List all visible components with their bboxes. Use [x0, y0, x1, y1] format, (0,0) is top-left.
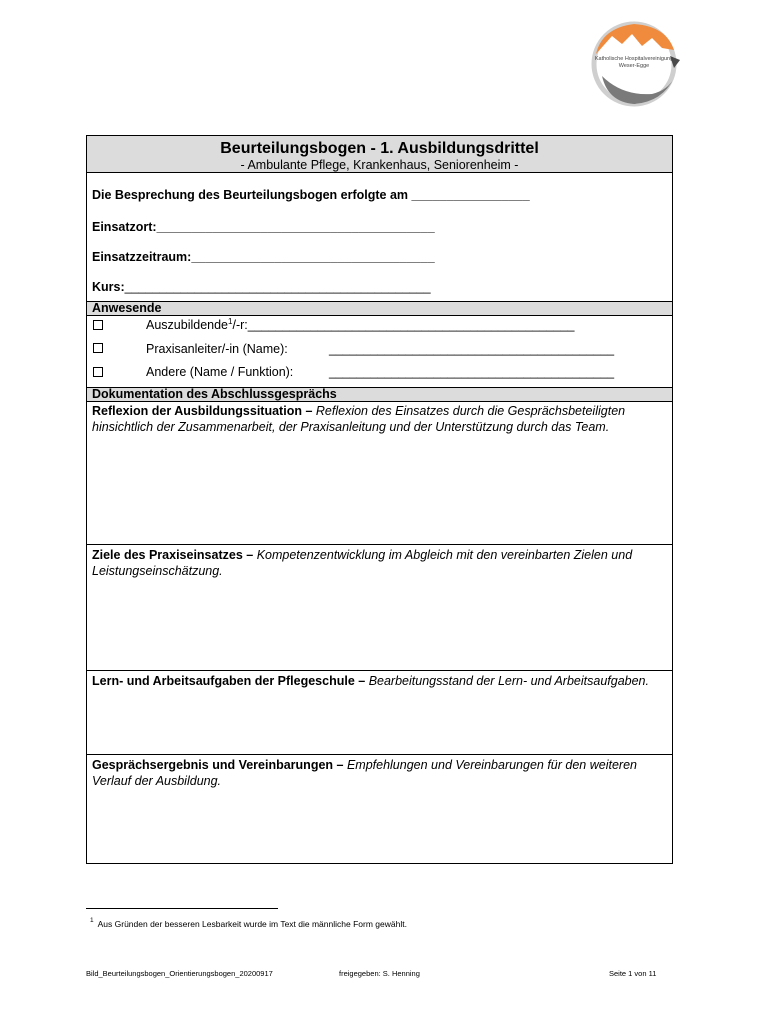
kurs-fill: ____________________________________________ — [124, 280, 431, 294]
footnote-text: Aus Gründen der besseren Lesbarkeit wurde im Text die männliche Form gewählt. — [97, 919, 407, 929]
logo-line-1: Katholische Hospitalvereinigung — [594, 56, 674, 62]
footnote — [90, 917, 407, 929]
reflexion-title: Reflexion der Ausbildungssituation – — [92, 404, 313, 418]
logo-line-2: Weser-Egge — [618, 63, 650, 69]
footer-page-number: Seite 1 von 11 — [609, 969, 657, 978]
form-header — [87, 136, 672, 173]
footnote-number: 1 — [90, 917, 94, 924]
besprechung-field[interactable]: Die Besprechung des Beurteilungsbogen erfolgte am _________________ — [92, 188, 530, 202]
logo-text — [582, 56, 686, 70]
ziele-title: Ziele des Praxiseinsatzes – — [92, 548, 254, 562]
assessment-form — [86, 135, 673, 864]
footer-filename: Bild_Beurteilungsbogen_Orientierungsbogen_20200917 — [86, 969, 273, 978]
anwesende-heading: Anwesende — [87, 301, 672, 316]
checkbox-praxisanleiter[interactable] — [93, 343, 103, 353]
kurs-label: Kurs: — [92, 280, 125, 294]
footnote-divider — [86, 908, 278, 909]
andere-fill[interactable]: _________________________________________ — [329, 365, 615, 379]
praxisanleiter-label: Praxisanleiter/-in (Name): — [146, 342, 288, 356]
checkbox-andere[interactable] — [93, 367, 103, 377]
ergebnis-title: Gesprächsergebnis und Vereinbarungen – — [92, 758, 344, 772]
reflexion-desc: Reflexion des Einsatzes durch die Gesprächsbeteiligten hinsichtlich der Zusammenarbeit, der Praxisanleitung und der Unterstützung durch das Team. — [92, 404, 626, 434]
checkbox-auszubildende[interactable] — [93, 320, 103, 330]
dokumentation-heading: Dokumentation des Abschlussgesprächs — [87, 387, 672, 402]
form-title: Beurteilungsbogen - 1. Ausbildungsdrittel — [220, 140, 539, 157]
lernaufgaben-title: Lern- und Arbeitsaufgaben der Pflegeschule – — [92, 674, 366, 688]
kurs-field[interactable] — [92, 280, 431, 294]
section-lernaufgaben[interactable] — [87, 670, 672, 754]
auszubildende-label: Auszubildende$^1$/-r:_______________________________________________ — [146, 317, 575, 333]
praxisanleiter-fill[interactable]: _________________________________________ — [329, 342, 615, 356]
auszubildende-fill[interactable]: _______________________________________________ — [247, 318, 575, 333]
section-ergebnis[interactable] — [87, 754, 672, 863]
section-ziele[interactable] — [87, 544, 672, 670]
andere-label: Andere (Name / Funktion): — [146, 365, 294, 379]
einsatzort-field[interactable]: Einsatzort:________________________________________ — [92, 220, 435, 234]
ergebnis-desc: Empfehlungen und Vereinbarungen für den weiteren Verlauf der Ausbildung. — [92, 758, 637, 788]
footer-approval: freigegeben: S. Henning — [339, 969, 420, 978]
form-subtitle: - Ambulante Pflege, Krankenhaus, Seniorenheim - — [240, 158, 519, 172]
ziele-desc: Kompetenzentwicklung im Abgleich mit den vereinbarten Zielen und Leistungseinschätzung. — [92, 548, 633, 578]
lernaufgaben-desc: Bearbeitungsstand der Lern- und Arbeitsaufgaben. — [368, 674, 649, 688]
einsatzzeitraum-field[interactable]: Einsatzzeitraum:___________________________________ — [92, 250, 435, 264]
organization-logo — [582, 16, 686, 108]
section-reflexion[interactable] — [87, 401, 672, 544]
